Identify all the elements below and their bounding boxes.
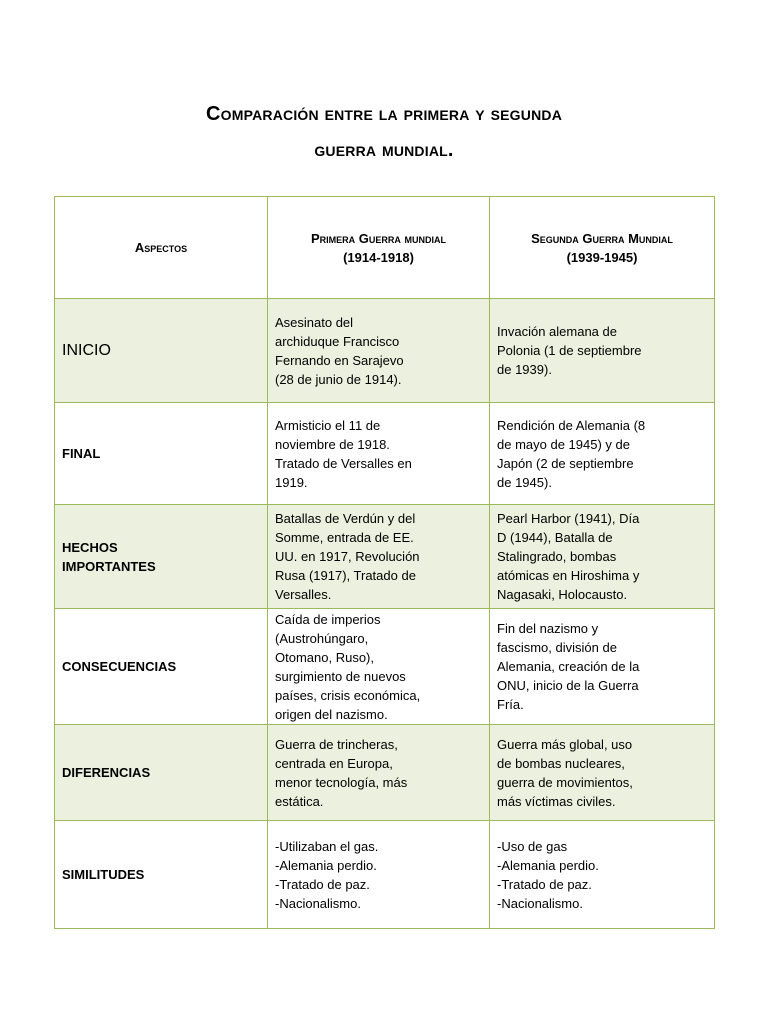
row-ww2-cell: Guerra más global, uso de bombas nucleares, guerra de movimientos, más víctimas civiles.: [490, 725, 715, 821]
header-ww2: [490, 197, 715, 299]
row-aspect: HECHOS IMPORTANTES: [55, 505, 268, 609]
row-aspect: INICIO: [55, 299, 268, 403]
row-ww2-cell: -Uso de gas -Alemania perdio. -Tratado de paz. -Nacionalismo.: [490, 821, 715, 929]
row-ww1-cell: Caída de imperios (Austrohúngaro, Otomano, Ruso), surgimiento de nuevos países, crisis económica, origen del nazismo.: [268, 609, 490, 725]
row-ww1-cell: Asesinato del archiduque Francisco Fernando en Sarajevo (28 de junio de 1914).: [268, 299, 490, 403]
row-ww2-cell: Pearl Harbor (1941), Día D (1944), Batalla de Stalingrado, bombas atómicas en Hiroshima y Nagasaki, Holocausto.: [490, 505, 715, 609]
row-ww1-cell: Armisticio el 11 de noviembre de 1918. Tratado de Versalles en 1919.: [268, 403, 490, 505]
document-title: [0, 96, 768, 168]
row-ww1-cell: Guerra de trincheras, centrada en Europa, menor tecnología, más estática.: [268, 725, 490, 821]
row-aspect: DIFERENCIAS: [55, 725, 268, 821]
header-aspects: Aspectos: [55, 197, 268, 299]
table-row: [55, 821, 715, 929]
row-aspect: SIMILITUDES: [55, 821, 268, 929]
title-line-2: guerra mundial.: [314, 139, 454, 161]
row-ww2-cell: Rendición de Alemania (8 de mayo de 1945) y de Japón (2 de septiembre de 1945).: [490, 403, 715, 505]
table-row: [55, 505, 715, 609]
row-ww2-cell: Fin del nazismo y fascismo, división de Alemania, creación de la ONU, inicio de la Guerra Fría.: [490, 609, 715, 725]
table-row: [55, 609, 715, 725]
table-row: [55, 403, 715, 505]
row-ww1-cell: Batallas de Verdún y del Somme, entrada de EE. UU. en 1917, Revolución Rusa (1917), Tratado de Versalles.: [268, 505, 490, 609]
table-row: [55, 725, 715, 821]
header-ww1-name: Primera Guerra mundial: [311, 230, 446, 246]
title-line-1: Comparación entre la primera y segunda: [205, 103, 563, 125]
comparison-table: [54, 196, 715, 929]
header-ww2-name: Segunda Guerra Mundial: [531, 230, 673, 246]
row-aspect: CONSECUENCIAS: [55, 609, 268, 725]
row-aspect: FINAL: [55, 403, 268, 505]
row-ww1-cell: -Utilizaban el gas. -Alemania perdio. -Tratado de paz. -Nacionalismo.: [268, 821, 490, 929]
row-ww2-cell: Invación alemana de Polonia (1 de septiembre de 1939).: [490, 299, 715, 403]
header-ww1: [268, 197, 490, 299]
header-row: [55, 197, 715, 299]
header-ww2-years: (1939-1945): [566, 249, 638, 265]
header-ww1-years: (1914-1918): [343, 249, 414, 265]
table-row: [55, 299, 715, 403]
